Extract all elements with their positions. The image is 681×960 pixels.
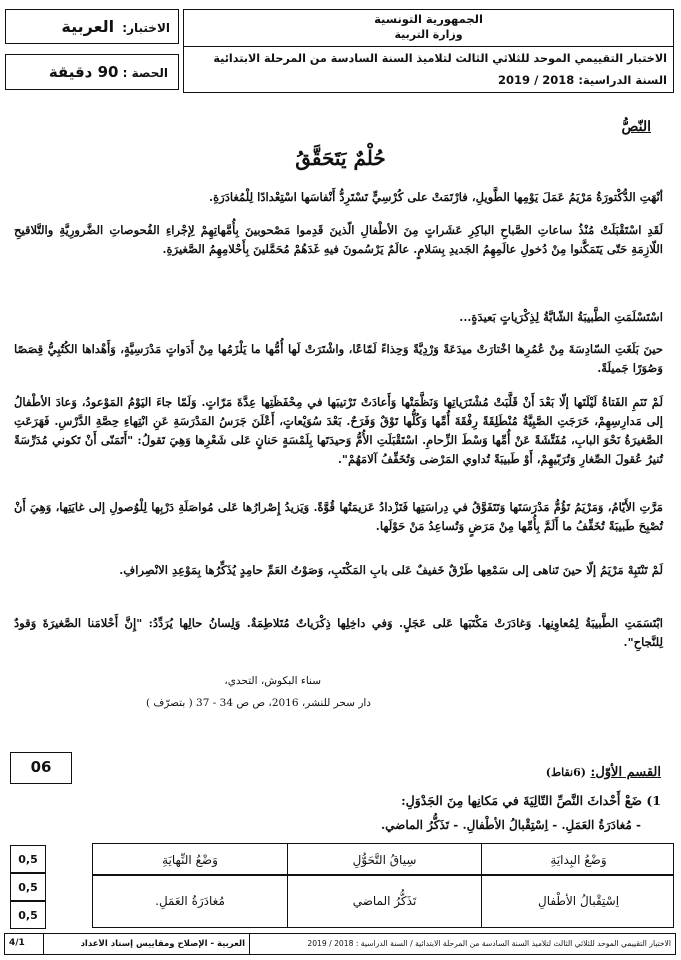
value-transition: تَذَكُّرُ الماضي (287, 875, 481, 927)
exam-title: الاختبار التقييمي الموحد للثلاثي الثالث لتلاميذ السنة السادسة من المرحلة الابتدائية (213, 52, 667, 65)
paragraph-5-text: لَمْ تَنَمِ الفَتاةُ لَيْلَتَها إلّا بَعْدَ أَنْ قَلَّبَتْ مُشْتَرَياتِها وَنَظَّمَتْها وَأَعادَتْ تَرْتيبَها في مِحْفَظَتِها عِدَّةَ مَرّاتٍ. وَلَمّا جاءَ اليَوْمُ المَوْعودُ، وَعادَ الأطْفالُ إلى مَدارِسِهِمْ، خَرَجَتِ الصَّبِيَّةُ مُنْطَلِقَةً رِفْقَةَ أُمِّها وَكُلُّها تَوْقٌ وَفَرَحٌ. بَعْدَ سُوَيْعاتٍ، أَعْلَنَ جَرَسُ المَدْرَسَةِ عَنِ انْتِهاءِ حِصَّةِ الدَّرْسِ. فَهَرَعَتِ الصَّغيرَةُ نَحْوَ البابِ، مُفَتِّشَةً عَنْ أُمِّها وَسْطَ الزِّحامِ. اسْتَقْبَلَتِ الأُمُّ وَحيدَتَها بِلَمْسَةٍ حَنانٍ عَلى شَعْرِها وَهِيَ تَقولُ: "أَتَمَنّى أَنْ تَكوني مُدَرِّسَةً تُنيرُ عُقولَ الصِّغارِ وَتُرَبّيهِمْ، أَوْ طَبيبَةً تُداوي المَرْضى وَتُخَفِّفُ آلامَهُمْ". (14, 395, 663, 466)
section-score-box: 06 (10, 752, 72, 784)
source-publisher: دار سحر للنشر، 2016، ص ص 34 - 37 ( بتصرّف ) (145, 697, 371, 709)
text-section-label: النّصُّ (621, 119, 651, 135)
exam-subject (57, 17, 170, 36)
paragraph-6-text: مَرَّتِ الأَيّامُ، وَمَرْيَمُ تَؤُمُّ مَدْرَسَتَها وَتَتَفَوَّقُ في دِراسَتِها فَتَزْدادُ عَزيمَتُها قُوَّةً. وَيَزيدُ إِصْرارُها عَلى مُواصَلَةِ دَرْبِها لِلْوُصولِ إلى غايَتِها، وَهِيَ أَنْ تُصْبِحَ طَبيبَةً تُخَفِّفُ ما أَلَمَّ بِأُمِّها مِنْ مَرَضٍ وَتُساعِدُ مَنْ حَوْلَها. (14, 500, 663, 533)
subject-box (5, 9, 179, 44)
session-value: 90 دقيقة (48, 63, 119, 81)
header-right-box (183, 9, 674, 93)
header-end: وَضْعُ النِّهايَةِ (162, 852, 218, 867)
paragraph-5 (14, 393, 663, 469)
paragraph-3 (14, 308, 663, 327)
subject-name: العربية (61, 17, 115, 36)
school-year-value: 2018 / 2019 (498, 73, 575, 87)
school-year-label: السنة الدراسية: (578, 73, 667, 87)
session-box (5, 54, 179, 90)
paragraph-4-text: حينَ بَلَغَتِ السّادِسَةَ مِنْ عُمُرِها اخْتارَتْ ميدَعَةً وَرْدِيَّةً وَحِذاءً لَمّاعًا، واشْتَرَتْ لَها أُمُّها ما يَلْزَمُها مِنْ أَدَواتٍ مَدْرَسِيَّةٍ، وَأَهْداها الكُتُبِيُّ قِصَصًا وَصُوَرًا جَميلَةً. (14, 342, 663, 375)
exam-label: الاختبار: (122, 21, 170, 35)
paragraph-4 (14, 340, 663, 378)
paragraph-8 (14, 614, 663, 652)
paragraph-6 (14, 498, 663, 536)
footer (4, 933, 676, 955)
paragraph-3-text: اسْتَسْلَمَتِ الطَّبيبَةُ الشّابَّةُ لِذِكْرَياتٍ بَعيدَةٍ... (459, 310, 663, 324)
session-duration (49, 63, 168, 81)
paragraph-1 (14, 188, 663, 207)
value-start: اِسْتِقْبالُ الأطْفالِ (481, 875, 675, 927)
question-text: ضَعْ أَحْداثَ النَّصِّ التّالِيَةَ في مَكانِها مِنَ الجَدْوَلِ: (401, 793, 643, 808)
paragraph-7 (14, 561, 663, 580)
source-author: سناء البكوش، التحدي، (224, 675, 321, 687)
paragraph-8-text: ابْتَسَمَتِ الطَّبيبَةُ لِمُعاوِنِها. وَغادَرَتْ مَكْتَبَها عَلى عَجَلٍ. وَفي داخِلِها ذِكْرَياتٌ مُتَلاطِمَةٌ. وَلِسانُ حالِها يُرَدِّدُ: "إِنَّ أَحْلامَنا الصَّغيرَةَ وَقودٌ لِلنَّجاحِ". (14, 616, 663, 649)
paragraph-2 (14, 221, 663, 259)
footer-exam-info: الاختبار التقييمي الموحد للثلاثي الثالث لتلاميذ السنة السادسة من المرحلة الابتدائية / السنة الدراسية : 2018 / 2019 (307, 939, 671, 948)
value-end: مُغادَرَةُ العَمَلِ. (155, 894, 225, 908)
question-number: 1) (646, 793, 661, 808)
score-cell-3: 0,5 (10, 901, 46, 929)
header-start: وَضْعُ البِدايَةِ (481, 844, 675, 875)
footer-subject: العربية - الإصلاح ومقاييس إسناد الأعداد (80, 939, 245, 949)
paragraph-1-text: أنْهَتِ الدُّكْتورَةُ مَرْيَمُ عَمَلَ يَوْمِها الطَّويلِ، فارْتَمَتْ على كُرْسِيٍّ تَسْتَرِدُّ أَنْفاسَها اسْتِعْدادًا لِلْمُغادَرَةِ. (209, 190, 663, 204)
republic-label: الجمهورية التونسية (374, 12, 483, 26)
ministry-label: وزارة التربية (394, 28, 463, 41)
text-title: حُلْمٌ يَتَحَقَّقُ (295, 146, 386, 170)
section-points: (6نقاط) (545, 766, 586, 779)
school-year (498, 73, 667, 87)
question-1 (401, 793, 661, 808)
paragraph-2-text: لَقَدِ اسْتَقْبَلَتْ مُنْذُ ساعاتِ الصَّباحِ الباكِرِ عَشَراتٍ مِنَ الأطْفالِ الّذينَ قَدِموا مَصْحوبينَ بِأُمَّهاتِهِمْ لِإجْراءِ الفُحوصاتِ الضَّرورِيَّةِ والتَّلاقيحِ اللّازِمَةِ حَتّى يَتَمَكَّنوا مِنْ دُخولِ عالَمِهِمُ الجَديدِ بِسَلامٍ. عالَمٌ يَرْسُمونَ فيهِ غَدَهُمْ مُحَمَّلينَ بِأَحْلامِهِمُ الصَّغيرَةِ. (14, 223, 663, 256)
footer-page: 4/1 (9, 938, 25, 948)
score-cell-2: 0,5 (10, 873, 46, 901)
session-label: الحصة : (122, 66, 168, 80)
paragraph-7-text: لَمْ تَنْتَبِهْ مَرْيَمُ إلّا حينَ تَناهى إلى سَمْعِها طَرْقٌ خَفيفٌ عَلى بابِ المَكْتَبِ، وَصَوْتُ العَمِّ حامِدٍ يُذَكِّرُها بِمَوْعِدِ الانْصِرافِ. (119, 563, 663, 577)
events-list: - مُغادَرَةُ العَمَلِ. - اِسْتِقْبالُ الأطْفالِ. - تَذَكُّرُ الماضي. (381, 818, 641, 832)
table-header-row (92, 843, 674, 876)
score-cell-1: 0,5 (10, 845, 46, 873)
section-title: القسم الأوّل: (590, 765, 661, 780)
header-transition: سِياقُ التَّحَوُّلِ (287, 844, 481, 875)
section-heading (546, 765, 661, 780)
table-value-row (92, 874, 674, 928)
